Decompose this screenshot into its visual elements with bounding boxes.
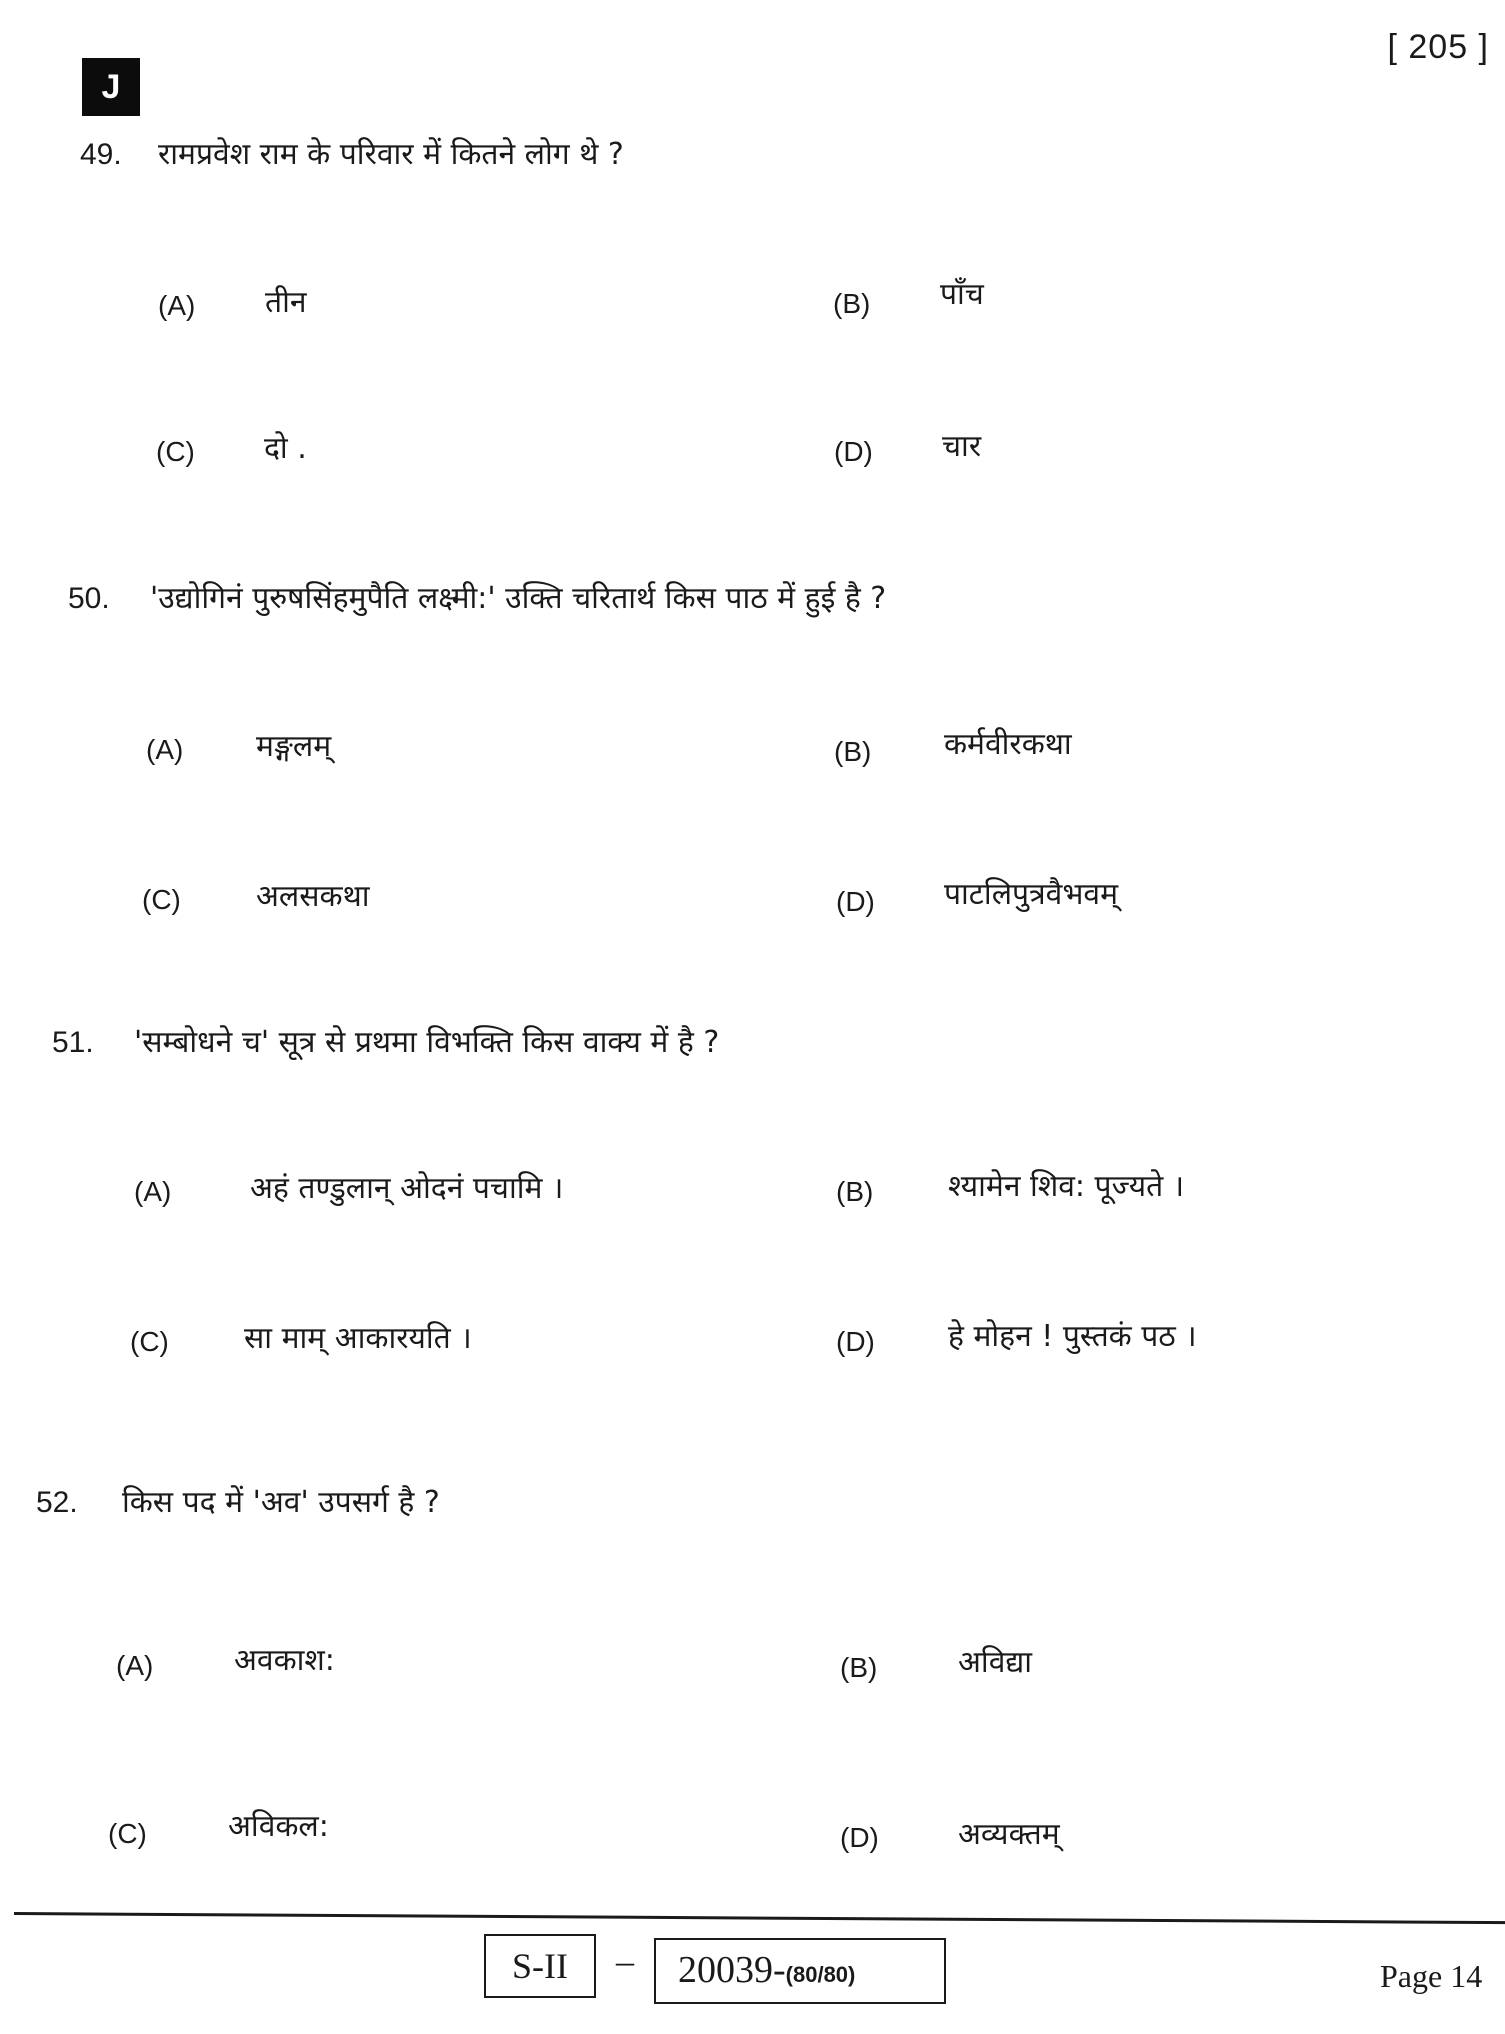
footer-divider — [14, 1912, 1505, 1924]
option-label-d: (D) — [834, 436, 873, 467]
option-text-a[interactable]: तीन — [265, 285, 307, 320]
question-number: 52. — [36, 1486, 78, 1519]
option-label-b: (B) — [833, 288, 871, 319]
question-number: 50. — [68, 582, 110, 615]
paper-code-box — [654, 1938, 946, 2004]
option-label-c: (C) — [142, 884, 181, 915]
option-label-a: (A) — [146, 734, 184, 765]
set-code-badge: J — [82, 58, 140, 116]
option-label-a: (A) — [158, 290, 196, 321]
option-label-b: (B) — [840, 1652, 878, 1683]
option-text-d[interactable]: चार — [942, 429, 982, 464]
option-label-c: (C) — [130, 1326, 169, 1357]
option-label-c: (C) — [156, 436, 195, 467]
footer-dash: – — [616, 1941, 634, 1981]
option-text-d[interactable]: पाटलिपुत्रवैभवम् — [944, 877, 1119, 912]
question-number: 49. — [80, 138, 122, 171]
option-label-a: (A) — [134, 1176, 172, 1207]
page-number: Page 14 — [1380, 1958, 1483, 1994]
option-text-c[interactable]: अलसकथा — [256, 879, 370, 914]
option-text-a[interactable]: अहं तण्डुलान् ओदनं पचामि । — [250, 1171, 564, 1206]
page-code: [ 205 ] — [1387, 28, 1489, 66]
option-text-b[interactable]: पाँच — [940, 277, 984, 312]
option-text-c[interactable]: दो . — [264, 431, 307, 466]
option-text-b[interactable]: कर्मवीरकथा — [944, 727, 1072, 762]
option-text-c[interactable]: अविकल: — [228, 1809, 329, 1844]
option-label-d: (D) — [840, 1822, 879, 1853]
option-label-b: (B) — [834, 736, 872, 767]
option-text-a[interactable]: मङ्गलम् — [256, 729, 332, 764]
option-text-b[interactable]: अविद्या — [958, 1645, 1033, 1680]
option-label-d: (D) — [836, 1326, 875, 1357]
option-label-a: (A) — [116, 1650, 154, 1681]
option-label-d: (D) — [836, 886, 875, 917]
option-text-c[interactable]: सा माम् आकारयति । — [244, 1321, 472, 1356]
series-code-box: S-II — [484, 1934, 596, 1998]
question-number: 51. — [52, 1026, 94, 1059]
option-label-b: (B) — [836, 1176, 874, 1207]
paper-code-sub: (80/80) — [785, 1962, 856, 1987]
option-text-b[interactable]: श्यामेन शिव: पूज्यते । — [948, 1169, 1185, 1204]
question-text: रामप्रवेश राम के परिवार में कितने लोग थे ? — [158, 137, 624, 172]
option-label-c: (C) — [108, 1818, 147, 1849]
question-text: 'उद्योगिनं पुरुषसिंहमुपैति लक्ष्मी:' उक्ति चरितार्थ किस पाठ में हुई है ? — [150, 581, 887, 616]
option-text-a[interactable]: अवकाश: — [234, 1643, 335, 1678]
option-text-d[interactable]: अव्यक्तम् — [958, 1817, 1060, 1852]
option-text-d[interactable]: हे मोहन ! पुस्तकं पठ । — [948, 1319, 1197, 1354]
question-text: 'सम्बोधने च' सूत्र से प्रथमा विभक्ति किस वाक्य में है ? — [134, 1025, 720, 1060]
paper-code: 20039- — [678, 1949, 786, 1991]
question-text: किस पद में 'अव' उपसर्ग है ? — [122, 1485, 440, 1520]
